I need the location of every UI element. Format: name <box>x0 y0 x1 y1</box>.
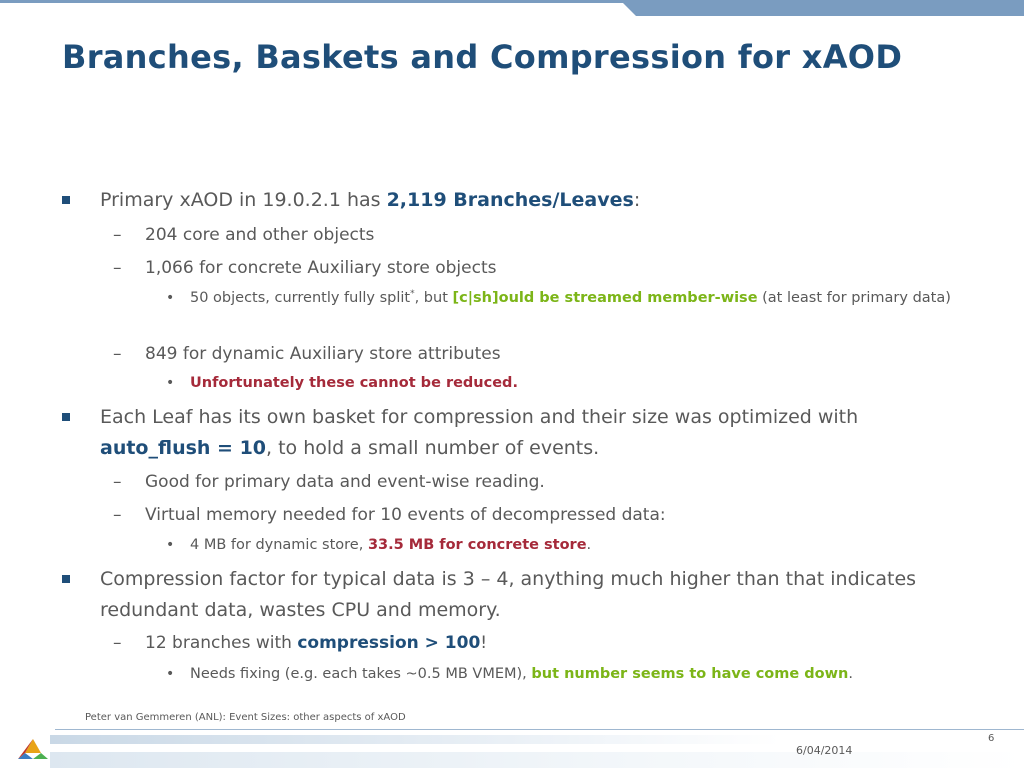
bullet-primary-xaod <box>100 185 960 216</box>
bullet-highlight: 2,119 Branches/Leaves <box>386 189 634 211</box>
sub-bullet-dynamic-aux <box>113 342 501 366</box>
bullet-highlight: auto_flush = 10 <box>100 437 267 459</box>
dash-bullet-icon: – <box>113 344 122 364</box>
sub-bullet-virtual-memory <box>113 503 666 527</box>
dot-bullet-icon: • <box>166 537 175 553</box>
detail-bullet-fully-split <box>166 286 970 310</box>
detail-highlight: Unfortunately these cannot be reduced. <box>190 375 518 391</box>
sub-bullet-primary-data <box>113 470 545 494</box>
footer-presenter: Peter van Gemmeren (ANL): Event Sizes: other aspects of xAOD <box>85 712 406 723</box>
footer-band-lower <box>50 752 1024 768</box>
detail-text: 50 objects, currently fully split <box>190 290 411 306</box>
sub-bullet-text: 849 for dynamic Auxiliary store attributes <box>145 344 501 364</box>
bullet-text: Compression factor for typical data is 3 – 4, anything much higher than that indicates redundant data, wastes CPU and memory. <box>100 568 917 621</box>
dash-bullet-icon: – <box>113 258 122 278</box>
footer-divider <box>55 729 1024 730</box>
detail-highlight: [c|sh]ould be streamed member-wise <box>452 290 758 306</box>
dot-bullet-icon: • <box>166 666 175 682</box>
anl-logo-icon <box>16 738 50 760</box>
footer-date: 6/04/2014 <box>796 744 853 757</box>
square-bullet-icon <box>62 196 70 204</box>
sub-bullet-text: 12 branches with <box>145 633 298 653</box>
dash-bullet-icon: – <box>113 472 122 492</box>
sub-bullet-text: 1,066 for concrete Auxiliary store objects <box>145 258 497 278</box>
slide-title: Branches, Baskets and Compression for xAOD <box>62 38 903 76</box>
detail-tail: . <box>848 666 853 682</box>
detail-highlight: but number seems to have come down <box>531 666 849 682</box>
footer-band <box>50 735 780 744</box>
bullet-leaf-basket <box>100 402 960 464</box>
sub-bullet-concrete-aux <box>113 256 497 280</box>
sub-bullet-core-objects <box>113 223 375 247</box>
detail-bullet-cannot-reduce <box>166 371 970 395</box>
detail-text: 4 MB for dynamic store, <box>190 537 368 553</box>
sub-bullet-text: 204 core and other objects <box>145 225 375 245</box>
bullet-compression-factor <box>100 564 960 626</box>
sub-bullet-text: Virtual memory needed for 10 events of decompressed data: <box>145 505 666 525</box>
bullet-tail: : <box>633 189 641 211</box>
top-decorative-bar <box>0 0 1024 16</box>
dash-bullet-icon: – <box>113 505 122 525</box>
dash-bullet-icon: – <box>113 225 122 245</box>
sub-bullet-text: Good for primary data and event-wise reading. <box>145 472 545 492</box>
square-bullet-icon <box>62 413 70 421</box>
page-number: 6 <box>988 733 995 744</box>
footnote-mark: * <box>410 289 415 300</box>
bullet-tail: , to hold a small number of events. <box>266 437 600 459</box>
detail-tail: . <box>586 537 592 553</box>
square-bullet-icon <box>62 575 70 583</box>
bullet-text: Primary xAOD in 19.0.2.1 has <box>100 189 387 211</box>
detail-bullet-store-sizes <box>166 533 970 557</box>
sub-bullet-tail: ! <box>480 633 488 653</box>
detail-text: Needs fixing (e.g. each takes ~0.5 MB VMEM), <box>190 666 532 682</box>
detail-tail: (at least for primary data) <box>757 290 951 306</box>
detail-bullet-needs-fixing <box>166 662 970 686</box>
detail-highlight: 33.5 MB for concrete store <box>367 537 587 553</box>
bullet-text: Each Leaf has its own basket for compression and their size was optimized with <box>100 406 859 428</box>
sub-bullet-highlight: compression > 100 <box>297 633 481 653</box>
sub-bullet-twelve-branches <box>113 631 488 655</box>
dot-bullet-icon: • <box>166 375 175 391</box>
dot-bullet-icon: • <box>166 290 175 306</box>
detail-mid: , but <box>414 290 453 306</box>
dash-bullet-icon: – <box>113 633 122 653</box>
